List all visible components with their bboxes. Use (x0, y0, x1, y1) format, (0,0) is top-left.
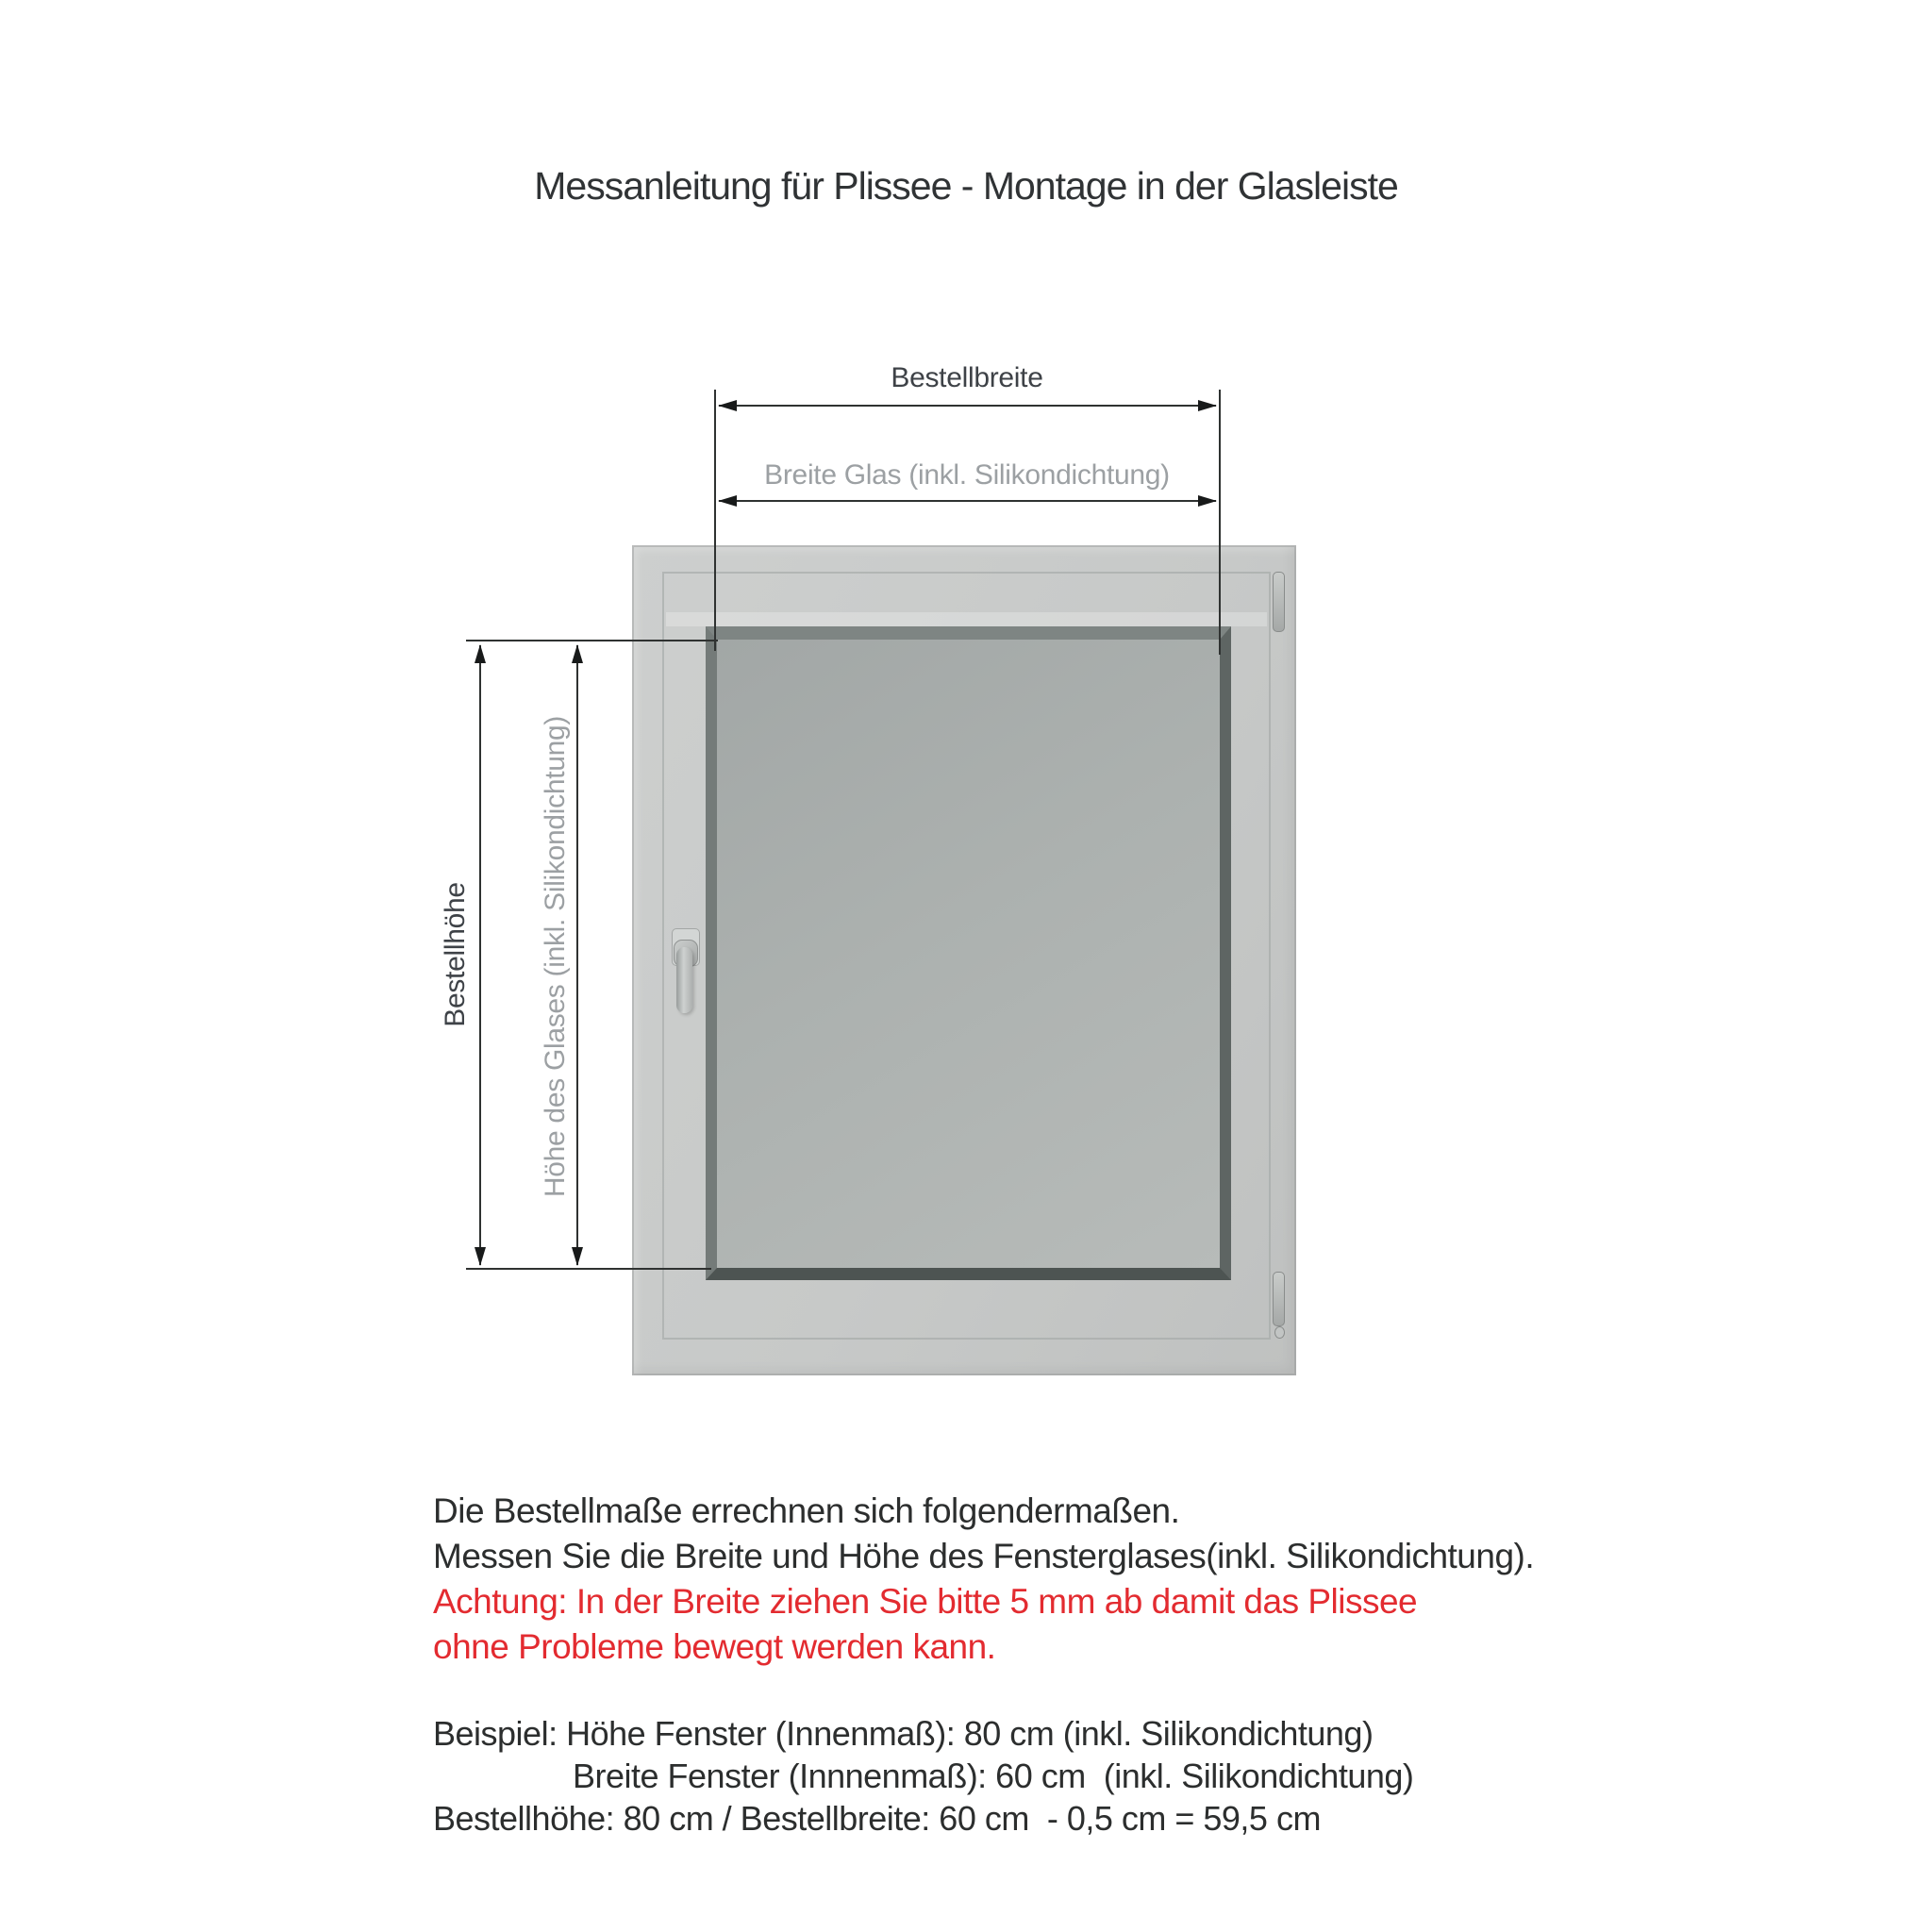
label-glass-width: Breite Glas (inkl. Silikondichtung) (764, 459, 1170, 491)
example-line-3: Bestellhöhe: 80 cm / Bestellbreite: 60 cm - 0,5 cm = 59,5 cm (433, 1799, 1321, 1838)
example-line-1: Beispiel: Höhe Fenster (Innenmaß): 80 cm (inkl. Silikondichtung) (433, 1714, 1374, 1753)
page-title: Messanleitung für Plissee - Montage in der Glasleiste (534, 164, 1398, 208)
instructions-warning-1: Achtung: In der Breite ziehen Sie bitte 5 mm ab damit das Plissee (433, 1582, 1418, 1621)
instructions-text (433, 1489, 1754, 1670)
label-glass-height: Höhe des Glases (inkl. Silikondichtung) (540, 715, 571, 1198)
instructions-line-2: Messen Sie die Breite und Höhe des Fensterglases(inkl. Silikondichtung). (433, 1537, 1535, 1575)
example-text (433, 1712, 1754, 1840)
instructions-warning-2: ohne Probleme bewegt werden kann. (433, 1627, 996, 1666)
instructions-line-1: Die Bestellmaße errechnen sich folgendermaßen. (433, 1491, 1180, 1530)
label-order-height: Bestellhöhe (440, 882, 471, 1027)
example-line-2: Breite Fenster (Innnenmaß): 60 cm (inkl. Silikondichtung) (573, 1757, 1414, 1795)
label-order-width: Bestellbreite (891, 362, 1043, 393)
